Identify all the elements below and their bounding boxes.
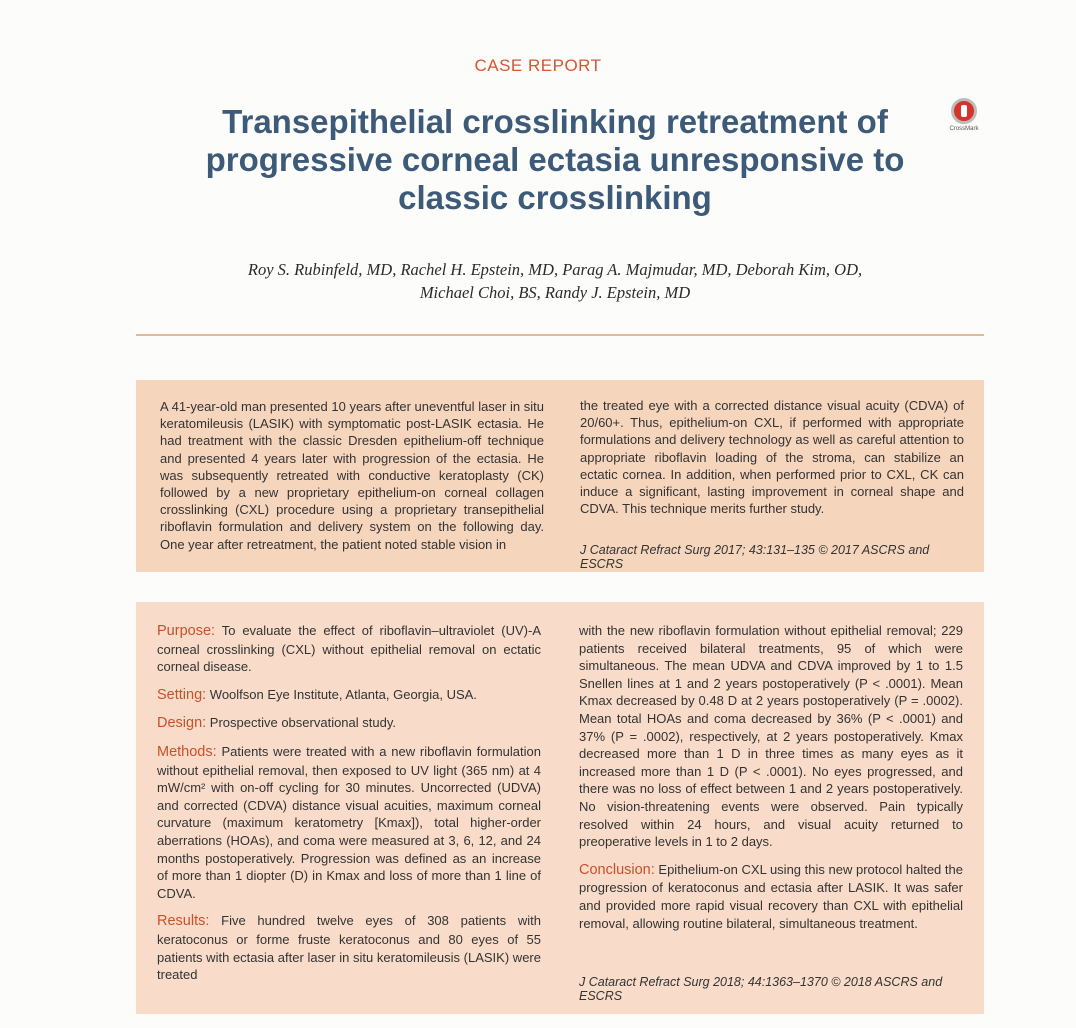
header-divider (136, 334, 984, 336)
crossmark-label: CrossMark (949, 126, 979, 132)
abstract-design (157, 714, 541, 733)
abstract-results-continued: with the new riboflavin formulation without epithelial removal; 229 patients received bilateral treatments, 95 of which were simultaneous. The mean UDVA and CDVA improved by 1 to 1.5 Snellen lines at 1 and 2 years postoperatively (P < .0001). Mean Kmax decreased by 0.48 D at 2 years postoperatively (P = .0002). Mean total HOAs and coma decreased by 36% (P < .0001) and 37% (P = .0002), respectively, at 2 years postoperatively. Kmax decreased more than 1 D in three times as many eyes as it increased more than 1 D (P < .0001). No eyes progressed, and there was no loss of effect between 1 and 2 years postoperatively. No vision-threatening events were observed. Pain typically resolved within 24 hours, and visual acuity returned to preoperative levels in 1 to 2 days. (579, 623, 963, 850)
conclusion-text: Epithelium-on CXL using this new protocol halted the progression of keratoconus and ectasia after LASIK. It was safer and provided more rapid visual recovery than CXL with epithelial removal, allowing routine bilateral, simultaneous treatment. (579, 861, 963, 931)
design-text: Prospective observational study. (209, 715, 396, 731)
abstract-conclusion (579, 861, 963, 932)
summary-citation: J Cataract Refract Surg 2017; 43:131–135 © 2017 ASCRS and ESCRS (580, 543, 930, 571)
abstract-citation: J Cataract Refract Surg 2018; 44:1363–1370 © 2018 ASCRS and ESCRS (579, 975, 943, 1003)
abstract-left-column (157, 622, 541, 994)
summary-right-column: the treated eye with a corrected distance visual acuity (CDVA) of 20/60+. Thus, epithelium-on CXL, if performed with appropriate formulations and delivery technology as well as careful attention to appropriate riboflavin loading of the stroma, can stabilize an ectatic cornea. In addition, when performed prior to CXL, CK can induce a significant, lasting improvement in corneal shape and CDVA. This technique merits further study. (580, 398, 964, 517)
results-label: Results: (157, 913, 210, 930)
summary-left-column: A 41-year-old man presented 10 years after uneventful laser in situ keratomileusis (LASIK) with symptomatic post-LASIK ectasia. He had treatment with the classic Dresden epithelium-off technique and presented 4 years later with progression of the ectasia. He was subsequently retreated with conductive keratoplasty (CK) followed by a new proprietary epithelium-on corneal collagen crosslinking (CXL) procedure using a proprietary transepithelial riboflavin formulation and delivery system on the following day. One year after retreatment, the patient noted stable vision in (160, 399, 544, 552)
purpose-text: To evaluate the effect of riboflavin–ultraviolet (UV)-A corneal crosslinking (CXL) without epithelial removal on ectatic corneal disease. (157, 623, 541, 675)
crossmark-badge[interactable] (944, 98, 984, 140)
methods-label: Methods: (157, 743, 217, 760)
results-text: Five hundred twelve eyes of 308 patients with keratoconus or forme fruste keratoconus and 80 eyes of 55 patients with ectasia after laser in situ keratomileusis (LASIK) were treated (157, 913, 541, 983)
authors-line-1: Roy S. Rubinfeld, MD, Rachel H. Epstein, MD, Parag A. Majmudar, MD, Deborah Kim, OD, (247, 260, 863, 279)
abstract-purpose (157, 622, 541, 676)
author-list (130, 258, 980, 304)
section-label: CASE REPORT (474, 56, 602, 75)
authors-line-2: Michael Choi, BS, Randy J. Epstein, MD (419, 283, 691, 302)
abstract-methods (157, 743, 541, 902)
methods-text: Patients were treated with a new riboflavin formulation without epithelial removal, then exposed to UV light (365 nm) at 4 mW/cm² with on-off cycling for 30 minutes. Uncorrected (UDVA) and corrected (CDVA) distance visual acuities, maximum corneal curvature (maximum keratometry [Kmax]), total higher-order aberrations (HOAs), and coma were measured at 3, 6, 12, and 24 months postoperatively. Progression was defined as an increase of more than 1 diopter (D) in Kmax and loss of more than 1 line of CDVA. (157, 743, 541, 901)
design-label: Design: (157, 715, 207, 732)
setting-label: Setting: (157, 686, 207, 703)
setting-text: Woolfson Eye Institute, Atlanta, Georgia, USA. (209, 686, 477, 702)
conclusion-label: Conclusion: (579, 861, 655, 878)
article-title: Transepithelial crosslinking retreatment of progressive corneal ectasia unresponsive to classic crosslinking (205, 103, 905, 216)
abstract-results (157, 912, 541, 983)
abstract-right-column (579, 622, 963, 942)
purpose-label: Purpose: (157, 623, 216, 639)
abstract-setting (157, 686, 541, 705)
crossmark-icon (951, 98, 977, 124)
